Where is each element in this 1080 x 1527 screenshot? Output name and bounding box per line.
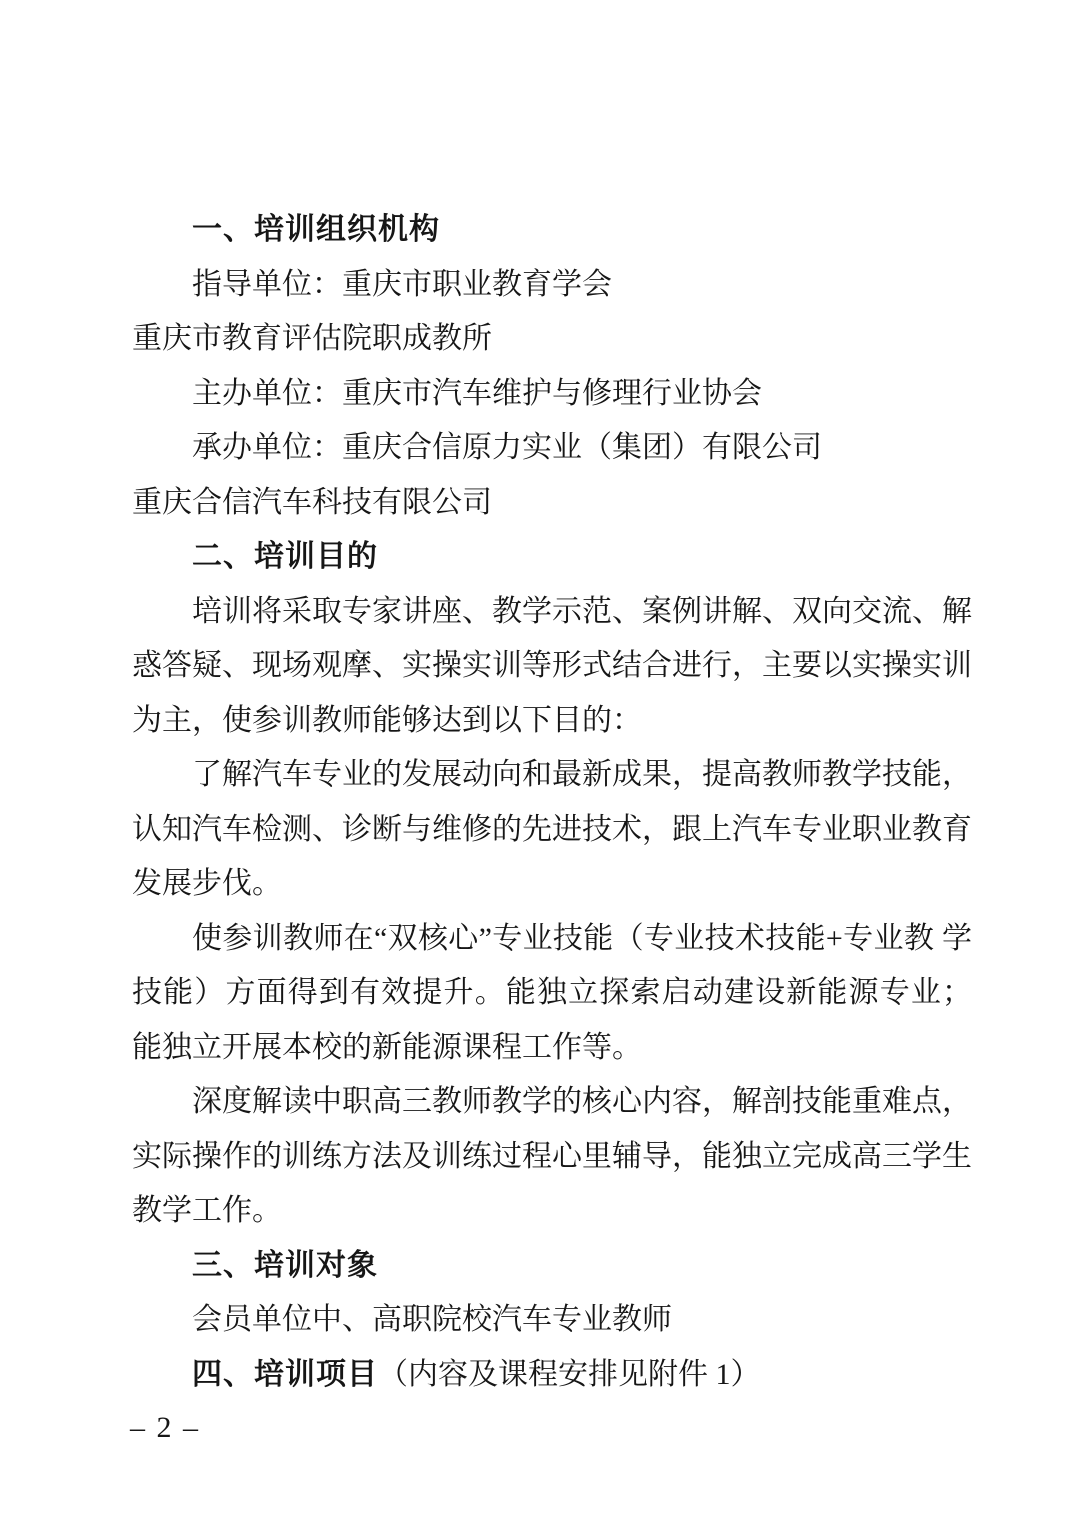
purpose-paragraph-2: 了解汽车专业的发展动向和最新成果，提高教师教学技能，认知汽车检测、诊断与维修的先进技术，跟上汽车专业职业教育发展步伐。 bbox=[132, 758, 972, 900]
heading-training-purpose: 二、培训目的 bbox=[192, 540, 378, 573]
document-body bbox=[132, 203, 972, 1402]
heading-training-projects: 四、培训项目 bbox=[192, 1357, 378, 1391]
org-line-guidance-unit-2: 重庆市教育评估院职成教所 bbox=[132, 322, 492, 355]
purpose-paragraph-1: 培训将采取专家讲座、教学示范、案例讲解、双向交流、解惑答疑、现场观摩、实操实训等形式结合进行，主要以实操实训为主，使参训教师能够达到以下目的： bbox=[132, 594, 972, 737]
heading-training-organizations: 一、培训组织机构 bbox=[192, 213, 440, 246]
org-line-host-unit: 主办单位：重庆市汽车维护与修理行业协会 bbox=[192, 376, 762, 410]
org-line-organizer-unit: 承办单位：重庆合信原力实业（集团）有限公司 bbox=[192, 431, 822, 464]
audience-line: 会员单位中、高职院校汽车专业教师 bbox=[192, 1303, 672, 1336]
purpose-paragraph-4: 深度解读中职高三教师教学的核心内容，解剖技能重难点，实际操作的训练方法及训练过程心里辅导，能独立完成高三学生教学工作。 bbox=[132, 1085, 972, 1227]
org-line-organizer-unit-2: 重庆合信汽车科技有限公司 bbox=[132, 485, 492, 519]
org-line-guidance-unit: 指导单位：重庆市职业教育学会 bbox=[192, 267, 612, 301]
heading-training-projects-note: （内容及课程安排见附件 1） bbox=[378, 1357, 761, 1391]
page-number: – 2 – bbox=[130, 1411, 200, 1444]
purpose-paragraph-3: 使参训教师在“双核心”专业技能（专业技术技能+专业教 学技能）方面得到有效提升。能独立探索启动建设新能源专业； 能独立开展本校的新能源课程工作等。 bbox=[132, 921, 972, 1064]
heading-training-projects-line bbox=[132, 1348, 972, 1403]
heading-training-audience: 三、培训对象 bbox=[192, 1248, 378, 1282]
